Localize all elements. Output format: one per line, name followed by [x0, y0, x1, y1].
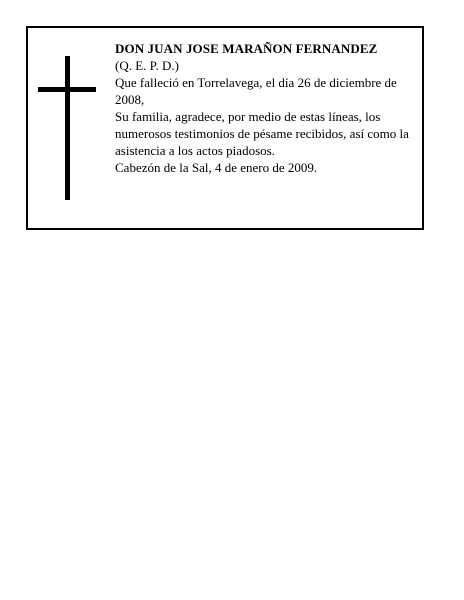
place-date-line: Cabezón de la Sal, 4 de enero de 2009.: [115, 160, 318, 175]
obituary-notice: [26, 26, 424, 230]
obituary-text: [115, 40, 415, 176]
qepd-line: (Q. E. P. D.): [115, 58, 179, 73]
deceased-name: DON JUAN JOSE MARAÑON FERNANDEZ: [115, 41, 378, 56]
cross-icon: [38, 56, 96, 200]
cross-vertical-bar: [65, 56, 70, 200]
family-line: Su familia, agradece, por medio de estas líneas, los numerosos testimonios de pésame recibidos, así como la asistencia a los actos piadosos.: [115, 109, 409, 158]
death-line: Que falleció en Torrelavega, el día 26 de diciembre de 2008,: [115, 75, 397, 107]
cross-horizontal-bar: [38, 87, 96, 92]
